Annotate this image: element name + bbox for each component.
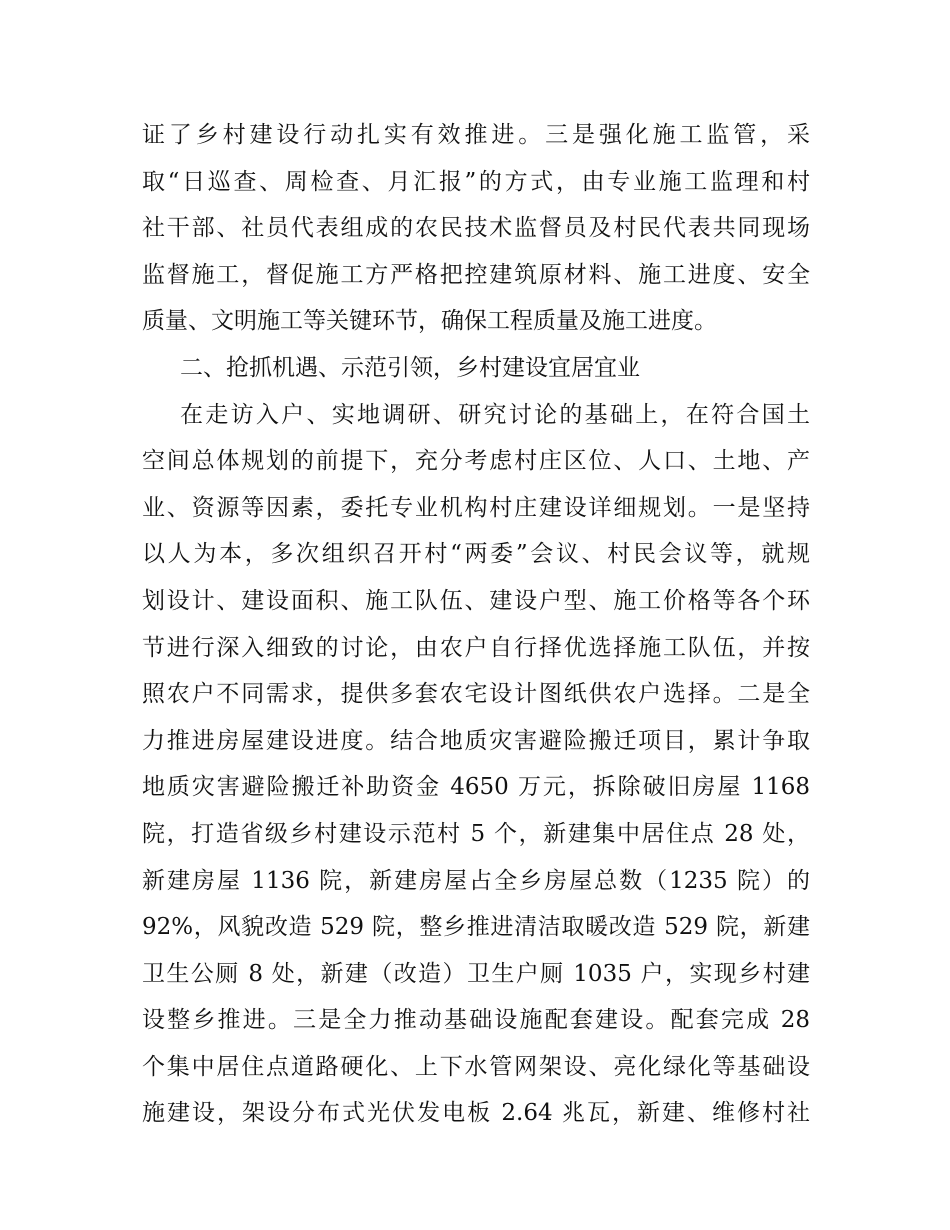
text-line: 新建房屋 1136 院，新建房屋占全乡房屋总数（1235 院）的 bbox=[142, 867, 810, 894]
text-line: 社干部、社员代表组成的农民技术监督员及村民代表共同现场 bbox=[142, 215, 810, 242]
text-line: 施建设，架设分布式光伏发电板 2.64 兆瓦，新建、维修村社 bbox=[142, 1100, 810, 1127]
text-line: 照农户不同需求，提供多套农宅设计图纸供农户选择。二是全 bbox=[142, 681, 810, 708]
text-line: 卫生公厕 8 处，新建（改造）卫生户厕 1035 户，实现乡村建 bbox=[142, 960, 810, 987]
text-line: 在走访入户、实地调研、研究讨论的基础上，在符合国土 bbox=[180, 401, 810, 428]
text-line: 以人为本，多次组织召开村“两委”会议、村民会议等，就规 bbox=[142, 541, 810, 568]
text-line: 地质灾害避险搬迁补助资金 4650 万元，拆除破旧房屋 1168 bbox=[142, 774, 810, 801]
text-line: 监督施工，督促施工方严格把控建筑原材料、施工进度、安全 bbox=[142, 261, 810, 288]
text-line: 空间总体规划的前提下，充分考虑村庄区位、人口、土地、产 bbox=[142, 448, 810, 475]
section-heading bbox=[142, 345, 810, 392]
paragraph-1 bbox=[142, 112, 810, 345]
text-line: 设整乡推进。三是全力推动基础设施配套建设。配套完成 28 bbox=[142, 1007, 810, 1034]
text-line: 取“日巡查、周检查、月汇报”的方式，由专业施工监理和村 bbox=[142, 168, 810, 195]
text-line: 节进行深入细致的讨论，由农户自行择优选择施工队伍，并按 bbox=[142, 634, 810, 661]
document-page bbox=[142, 112, 810, 1137]
text-line: 个集中居住点道路硬化、上下水管网架设、亮化绿化等基础设 bbox=[142, 1053, 810, 1080]
text-line: 力推进房屋建设进度。结合地质灾害避险搬迁项目，累计争取 bbox=[142, 727, 810, 754]
paragraph-2 bbox=[142, 392, 810, 1138]
text-line: 院，打造省级乡村建设示范村 5 个，新建集中居住点 28 处， bbox=[142, 820, 810, 847]
text-line: 划设计、建设面积、施工队伍、建设户型、施工价格等各个环 bbox=[142, 587, 810, 614]
text-line: 92%，风貌改造 529 院，整乡推进清洁取暖改造 529 院，新建 bbox=[142, 914, 810, 941]
text-line: 证了乡村建设行动扎实有效推进。三是强化施工监管，采 bbox=[142, 122, 810, 148]
heading-line: 二、抢抓机遇、示范引领，乡村建设宜居宜业 bbox=[180, 354, 640, 381]
text-line: 质量、文明施工等关键环节，确保工程质量及施工进度。 bbox=[142, 308, 717, 335]
text-line: 业、资源等因素，委托专业机构村庄建设详细规划。一是坚持 bbox=[142, 494, 810, 521]
